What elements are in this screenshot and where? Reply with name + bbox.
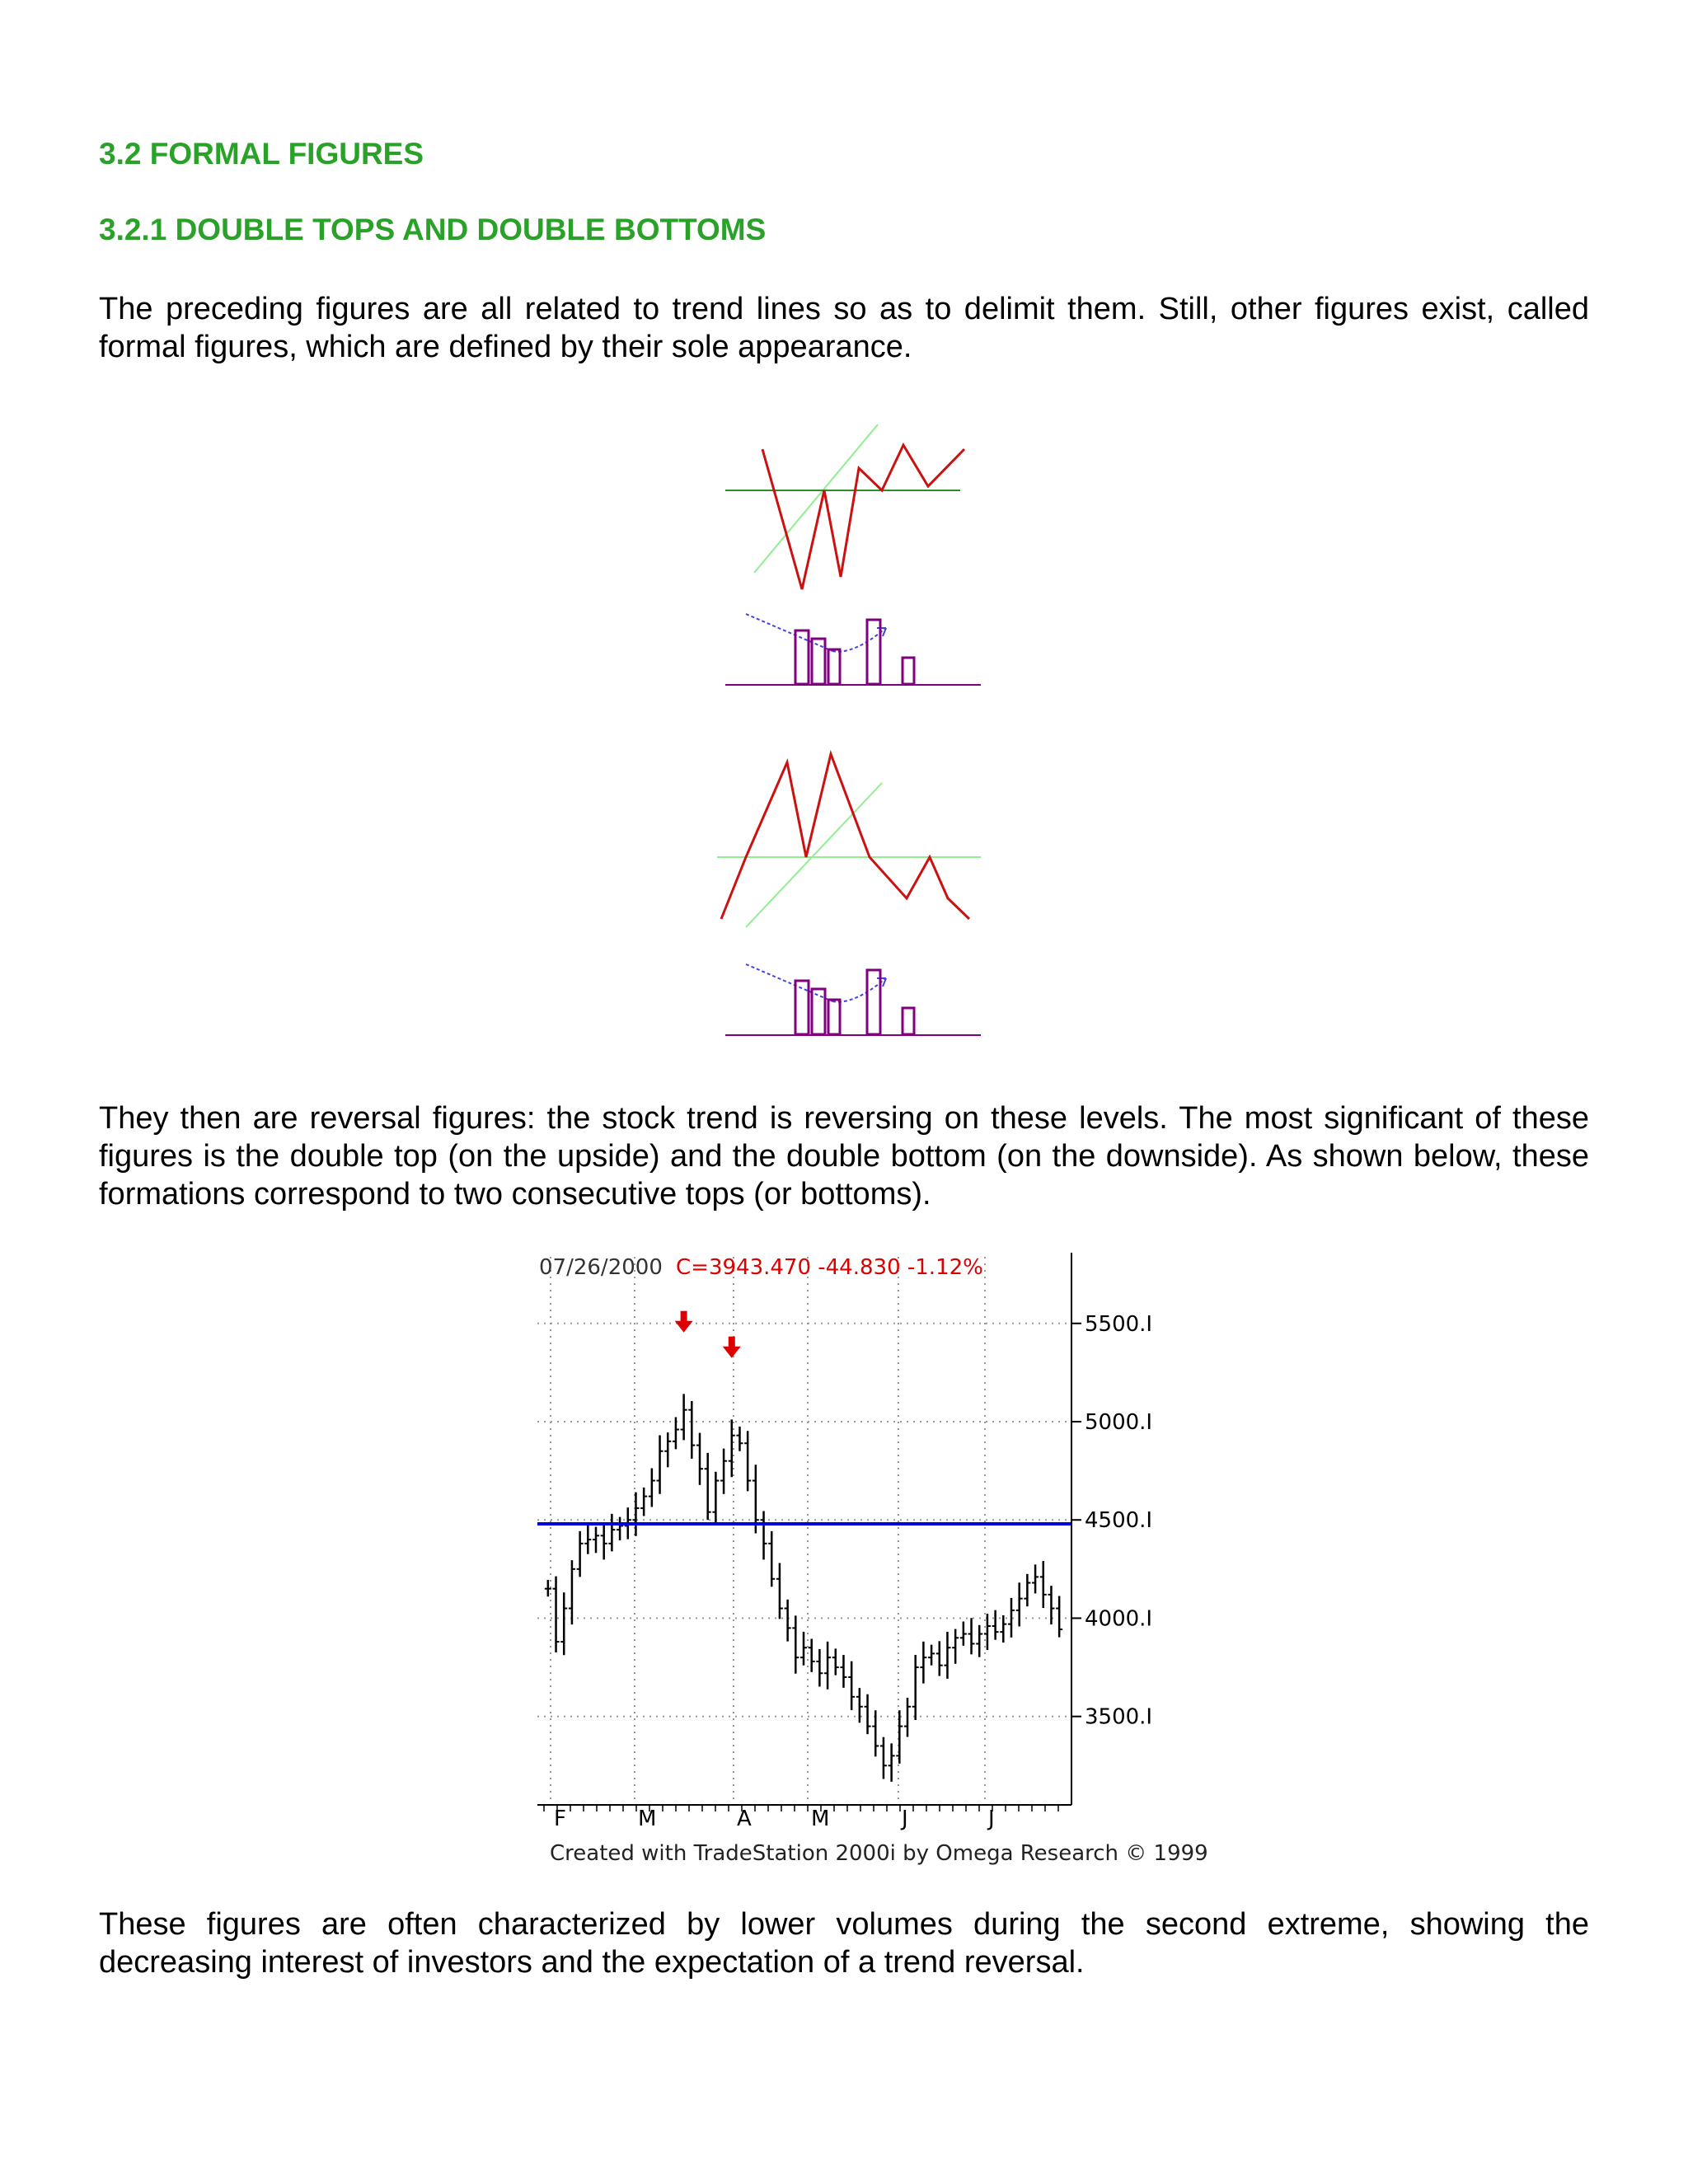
volume-bar: [828, 649, 840, 684]
volume-bar: [795, 630, 809, 684]
volume-paragraph: These figures are often characterized by lower volumes during the second extreme, showing the decreasing interest of investors and the expectation of a trend reversal.: [99, 1907, 1589, 1980]
volume-bar: [828, 1000, 840, 1034]
x-tick-label: J: [988, 1807, 995, 1831]
price-chart: [528, 1244, 1208, 1871]
volume-bar: [812, 989, 825, 1034]
chart-credit: Created with TradeStation 2000i by Omega Research © 1999: [550, 1841, 1208, 1866]
volume-bar: [867, 620, 880, 684]
double-bottom-price-line: [762, 445, 964, 589]
volume-bar: [795, 981, 809, 1034]
peak-markers: [675, 1311, 741, 1358]
y-tick-label: 5500.I: [1085, 1311, 1153, 1337]
y-tick-label: 4500.I: [1085, 1508, 1153, 1534]
first-top-arrow-head: [675, 1321, 693, 1333]
volume-bar: [812, 639, 825, 684]
second-top-arrow-shaft: [729, 1337, 735, 1348]
x-tick-label: A: [737, 1807, 752, 1831]
x-axis-ticks: [544, 1805, 1058, 1831]
chart-quote: C=3943.470 -44.830 -1.12%: [676, 1255, 983, 1280]
x-tick-label: M: [638, 1807, 657, 1831]
y-tick-label: 4000.I: [1085, 1606, 1153, 1632]
first-top-arrow-shaft: [681, 1311, 687, 1323]
double-top-trend-line: [746, 783, 882, 927]
intro-paragraph: The preceding figures are all related to trend lines so as to delimit them. Still, other figures exist, called formal figures, which are defined by their sole appearance.: [99, 292, 1589, 364]
x-tick-label: M: [811, 1807, 830, 1831]
chart-grid: [537, 1257, 1071, 1805]
y-tick-label: 5000.I: [1085, 1410, 1153, 1435]
double-bottom-volume-trend: [746, 614, 832, 651]
double-bottom-diagram: [709, 412, 989, 692]
double-top-diagram: [709, 742, 989, 1038]
double-top-volume-trend: [746, 964, 832, 1001]
x-tick-label: F: [554, 1807, 566, 1831]
chart-date: 07/26/2000: [539, 1255, 663, 1280]
section-heading: 3.2 FORMAL FIGURES: [99, 137, 424, 171]
volume-bar: [903, 658, 914, 684]
y-axis-ticks: [1071, 1312, 1152, 1730]
second-top-arrow-head: [723, 1347, 741, 1358]
volume-bar: [867, 970, 880, 1034]
double-top-price-line: [721, 754, 969, 919]
reversal-paragraph: They then are reversal figures: the stock trend is reversing on these levels. The most significant of these figures is the double top (on the upside) and the double bottom (on the downside). As shown below, these formations correspond to two consecutive tops (or bottoms).: [99, 1101, 1589, 1212]
double-bottom-trend-line: [754, 424, 878, 573]
y-tick-label: 3500.I: [1085, 1704, 1153, 1730]
x-tick-label: J: [902, 1807, 908, 1831]
subsection-heading: 3.2.1 DOUBLE TOPS AND DOUBLE BOTTOMS: [99, 213, 767, 246]
volume-bar: [903, 1008, 914, 1034]
